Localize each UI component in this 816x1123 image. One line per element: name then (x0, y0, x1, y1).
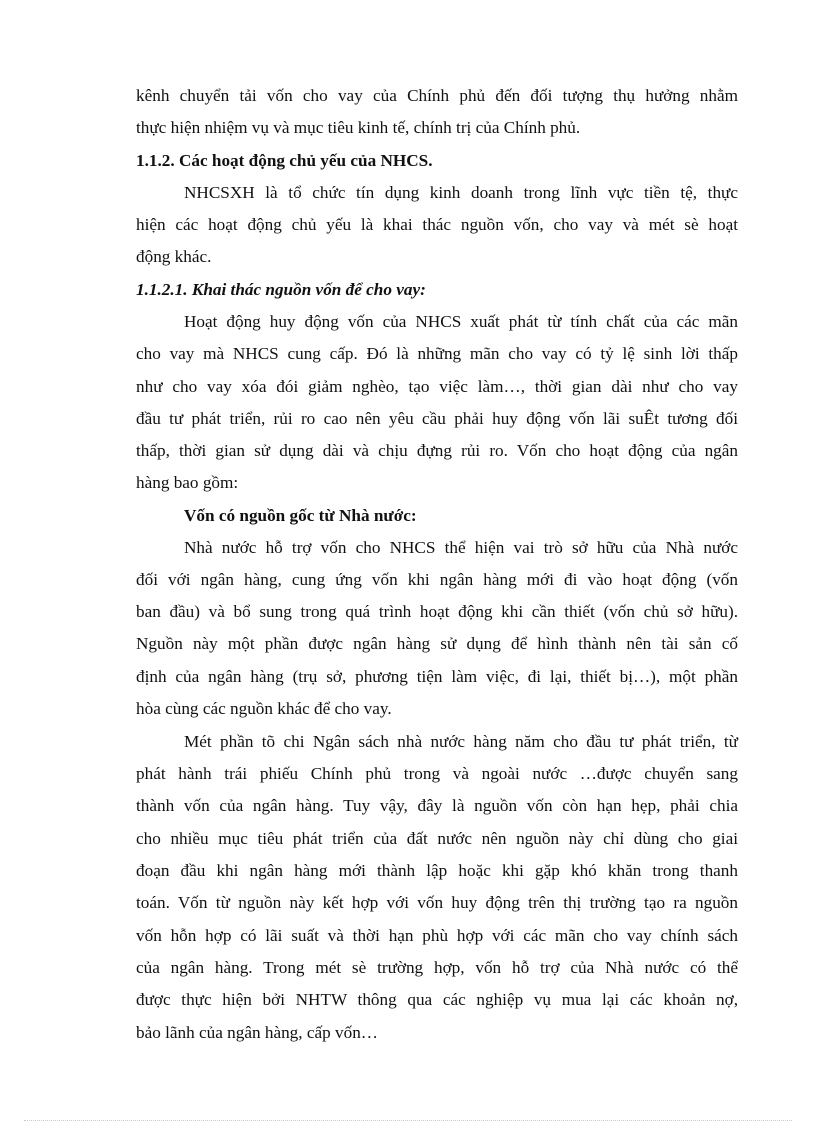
body-line: động khác. (136, 247, 212, 266)
body-line: cho vay mà NHCS cung cấp. Đó là những mãn cho vay có tỷ lệ sinh lời thấp (136, 344, 738, 363)
body-line: Nhà nước hỗ trợ vốn cho NHCS thể hiện vai trò sở hữu của Nhà nước (184, 538, 738, 557)
body-line: hiện các hoạt động chủ yếu là khai thác nguồn vốn, cho vay và mét sè hoạt (136, 215, 738, 234)
subsection-heading: 1.1.2.1. Khai thác nguồn vốn để cho vay: (136, 280, 426, 299)
body-line: thành vốn của ngân hàng. Tuy vậy, đây là nguồn vốn còn hạn hẹp, phải chia (136, 796, 738, 815)
section-heading: 1.1.2. Các hoạt động chủ yếu của NHCS. (136, 151, 433, 170)
page-bottom-rule (24, 1120, 792, 1121)
body-line: hàng bao gồm: (136, 473, 239, 492)
body-line: Mét phần tõ chi Ngân sách nhà nước hàng năm cho đầu tư phát triển, từ (184, 732, 738, 751)
body-line: đối với ngân hàng, cung ứng vốn khi ngân hàng mới đi vào hoạt động (vốn (136, 570, 738, 589)
body-line: của ngân hàng. Trong mét sè trường hợp, vốn hỗ trợ của Nhà nước có thể (136, 958, 738, 977)
body-line: thực hiện nhiệm vụ và mục tiêu kinh tế, chính trị của Chính phủ. (136, 118, 581, 137)
body-line: NHCSXH là tổ chức tín dụng kinh doanh trong lĩnh vực tiền tệ, thực (184, 183, 738, 202)
body-line: Nguồn này một phần được ngân hàng sử dụng để hình thành nên tài sản cố (136, 634, 738, 653)
body-line: định của ngân hàng (trụ sở, phương tiện làm việc, đi lại, thiết bị…), một phần (136, 667, 738, 686)
body-line: toán. Vốn từ nguồn này kết hợp với vốn huy động trên thị trường tạo ra nguồn (136, 893, 738, 912)
body-line: bảo lãnh của ngân hàng, cấp vốn… (136, 1023, 378, 1042)
body-line: cho nhiều mục tiêu phát triển của đất nước nên nguồn này chỉ dùng cho giai (136, 829, 738, 848)
paragraph-heading: Vốn có nguồn gốc từ Nhà nước: (184, 506, 417, 525)
body-line: đầu tư phát triển, rủi ro cao nên yêu cầu phải huy động vốn lãi suÊt tương đối (136, 409, 738, 428)
body-line: phát hành trái phiếu Chính phủ trong và ngoài nước …được chuyển sang (136, 764, 738, 783)
body-line: vốn hỗn hợp có lãi suất và thời hạn phù hợp với các mãn cho vay chính sách (136, 926, 738, 945)
body-line: ban đầu) và bổ sung trong quá trình hoạt động khi cần thiết (vốn chủ sở hữu). (136, 602, 738, 621)
body-line: thấp, thời gian sử dụng dài và chịu đựng rủi ro. Vốn cho hoạt động của ngân (136, 441, 738, 460)
body-line: Hoạt động huy động vốn của NHCS xuất phát từ tính chất của các mãn (184, 312, 738, 331)
body-line: kênh chuyển tải vốn cho vay của Chính phủ đến đối tượng thụ hưởng nhằm (136, 86, 738, 105)
body-line: được thực hiện bởi NHTW thông qua các nghiệp vụ mua lại các khoản nợ, (136, 990, 738, 1009)
body-line: đoạn đầu khi ngân hàng mới thành lập hoặc khi gặp khó khăn trong thanh (136, 861, 738, 880)
body-line: hòa cùng các nguồn khác để cho vay. (136, 699, 392, 718)
body-line: như cho vay xóa đói giảm nghèo, tạo việc làm…, thời gian dài như cho vay (136, 377, 738, 396)
